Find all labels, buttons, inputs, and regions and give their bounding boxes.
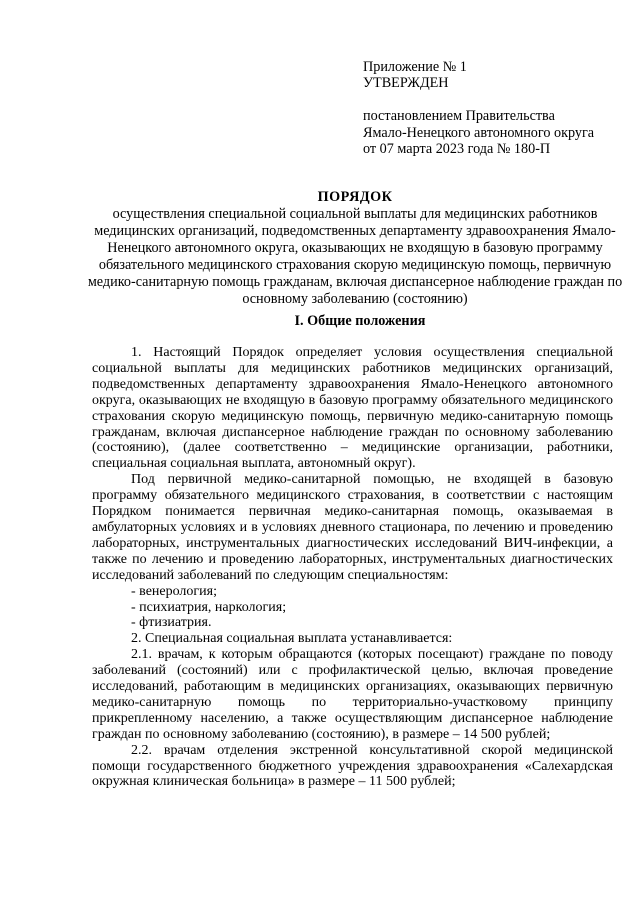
appendix-number: Приложение № 1 xyxy=(363,59,467,75)
approval-region: Ямало-Ненецкого автономного округа xyxy=(363,124,595,141)
list-item: - венерология; xyxy=(131,583,217,599)
approval-document: постановлением Правительства xyxy=(363,108,555,125)
paragraph: 2.2. врачам отделения экстренной консультативной скорой медицинской помощи государственного бюджетного учреждения здравоохранения «Салехардская окружная клиническая больница» в размере – 11 500 рублей; xyxy=(92,742,613,790)
list-item: - психиатрия, наркология; xyxy=(131,599,287,615)
spacer xyxy=(363,92,594,108)
document-body xyxy=(92,345,613,790)
section-heading: I. Общие положения xyxy=(294,313,426,329)
title-subtitle: осуществления специальной социальной выплаты для медицинских работников медицинских организаций, подведомственных департаменту здравоохранения Ямало-Ненецкого автономного округа, оказывающих не входящую в базовую программу обязательного медицинского страхования скорую медицинскую помощь, первичную медико-санитарную помощь гражданам, включая диспансерное наблюдение граждан по основному заболеванию (состоянию) xyxy=(87,206,623,307)
paragraph: Под первичной медико-санитарной помощью, не входящей в базовую программу обязательного медицинского страхования, в соответствии с настоящим Порядком понимается первичная медико-санитарная помощь, оказываемая в амбулаторных условиях и в условиях дневного стационара, по лечению и проведению лабораторных, инструментальных диагностических исследований ВИЧ-инфекции, а также по лечению и проведению лабораторных, инструментальных диагностических исследований заболеваний по следующим специальностям: xyxy=(92,472,613,583)
list-item: - фтизиатрия. xyxy=(131,615,212,631)
paragraph: 2.1. врачам, к которым обращаются (которых посещают) граждане по поводу заболеваний (состояний) или с профилактической целью, включая проведение исследований, работающим в медицинских организациях, оказывающих первичную медико-санитарную помощь по территориально-участковому принципу прикрепленному населению, а также осуществляющим диспансерное наблюдение граждан по основному заболеванию (состоянию), в размере – 14 500 рублей; xyxy=(92,647,613,742)
title-heading: ПОРЯДОК xyxy=(317,189,393,205)
paragraph: 2. Специальная социальная выплата устанавливается: xyxy=(131,631,453,647)
approval-block xyxy=(363,59,594,157)
document-title xyxy=(80,189,630,308)
approval-date: от 07 марта 2023 года № 180-П xyxy=(363,141,551,158)
paragraph: 1. Настоящий Порядок определяет условия осуществления специальной социальной выплаты для медицинских работников медицинских организаций, подведомственных департаменту здравоохранения Ямало-Ненецкого автономного округа, оказывающих не входящую в базовую программу обязательного медицинского страхования скорую медицинскую помощь, первичную медико-санитарную помощь гражданам, включая диспансерное наблюдение граждан по основному заболеванию (состоянию), (далее соответственно – медицинские организации, работники, специальная социальная выплата, автономный округ). xyxy=(92,345,613,472)
approval-status: УТВЕРЖДЕН xyxy=(363,75,449,92)
